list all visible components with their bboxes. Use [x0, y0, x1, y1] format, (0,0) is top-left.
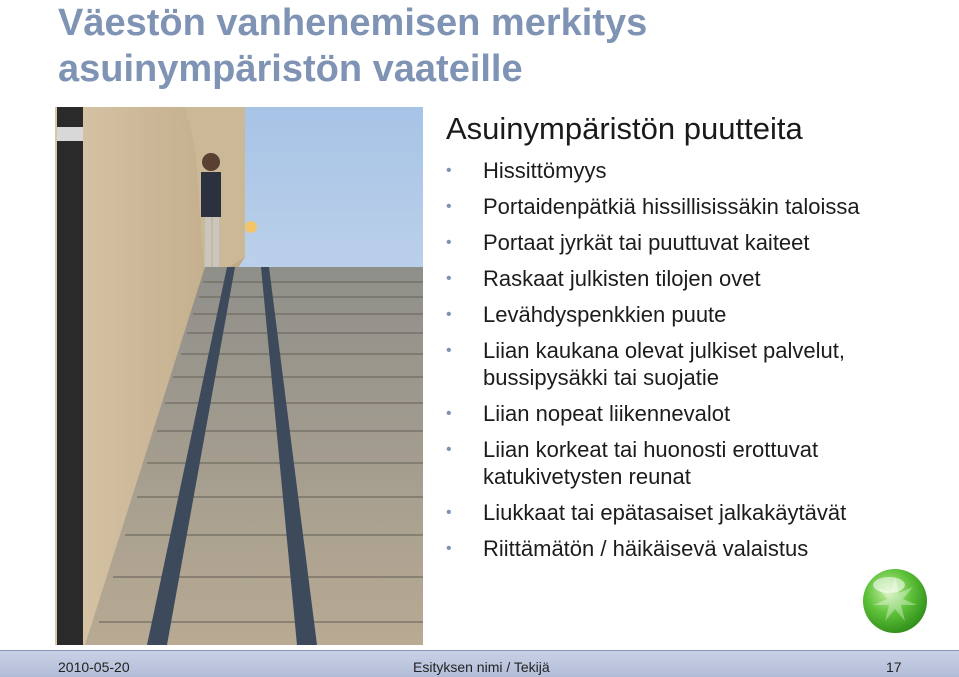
- footer-presenter: Esityksen nimi / Tekijä: [413, 659, 550, 675]
- list-item: [446, 535, 896, 562]
- list-item-text: Liian korkeat tai huonosti erottuvat katukivetysten reunat: [483, 437, 819, 489]
- list-item: [446, 301, 896, 328]
- green-orb-logo-icon: [861, 567, 929, 635]
- list-item: [446, 265, 896, 292]
- list-item-text: Riittämätön / häikäisevä valaistus: [483, 536, 809, 561]
- list-item: [446, 229, 896, 256]
- bullet-icon: •: [446, 441, 452, 458]
- list-item-text: Portaidenpätkiä hissillisissäkin taloissa: [483, 194, 860, 219]
- bullet-icon: •: [446, 306, 452, 323]
- content-panel: [446, 110, 896, 562]
- list-item-text: Liian kaukana olevat julkiset palvelut, bussipysäkki tai suojatie: [483, 338, 846, 390]
- list-item: [446, 157, 896, 184]
- list-item-text: Hissittömyys: [483, 158, 607, 183]
- list-item-text: Liian nopeat liikennevalot: [483, 401, 731, 426]
- bullet-icon: •: [446, 234, 452, 251]
- list-item: [446, 499, 896, 526]
- bullet-icon: •: [446, 198, 452, 215]
- stairs-photo: [55, 107, 423, 645]
- slide-title: Väestön vanhenemisen merkitys asuinympäristön vaateille: [58, 2, 648, 90]
- list-item-text: Levähdyspenkkien puute: [483, 302, 727, 327]
- bullet-icon: •: [446, 162, 452, 179]
- slide-footer: [0, 650, 959, 677]
- bullet-icon: •: [446, 504, 452, 521]
- bullet-icon: •: [446, 405, 452, 422]
- list-item-text: Liukkaat tai epätasaiset jalkakäytävät: [483, 500, 847, 525]
- bullet-icon: •: [446, 540, 452, 557]
- list-item: [446, 400, 896, 427]
- list-item-text: Raskaat julkisten tilojen ovet: [483, 266, 761, 291]
- footer-date: 2010-05-20: [58, 659, 130, 675]
- bullet-list: [446, 157, 896, 562]
- list-item: [446, 436, 896, 490]
- list-item-text: Portaat jyrkät tai puuttuvat kaiteet: [483, 230, 810, 255]
- list-item: [446, 337, 896, 391]
- bullet-icon: •: [446, 342, 452, 359]
- list-item: [446, 193, 896, 220]
- page-number: 17: [886, 659, 902, 675]
- section-subtitle: Asuinympäristön puutteita: [446, 111, 803, 146]
- bullet-icon: •: [446, 270, 452, 287]
